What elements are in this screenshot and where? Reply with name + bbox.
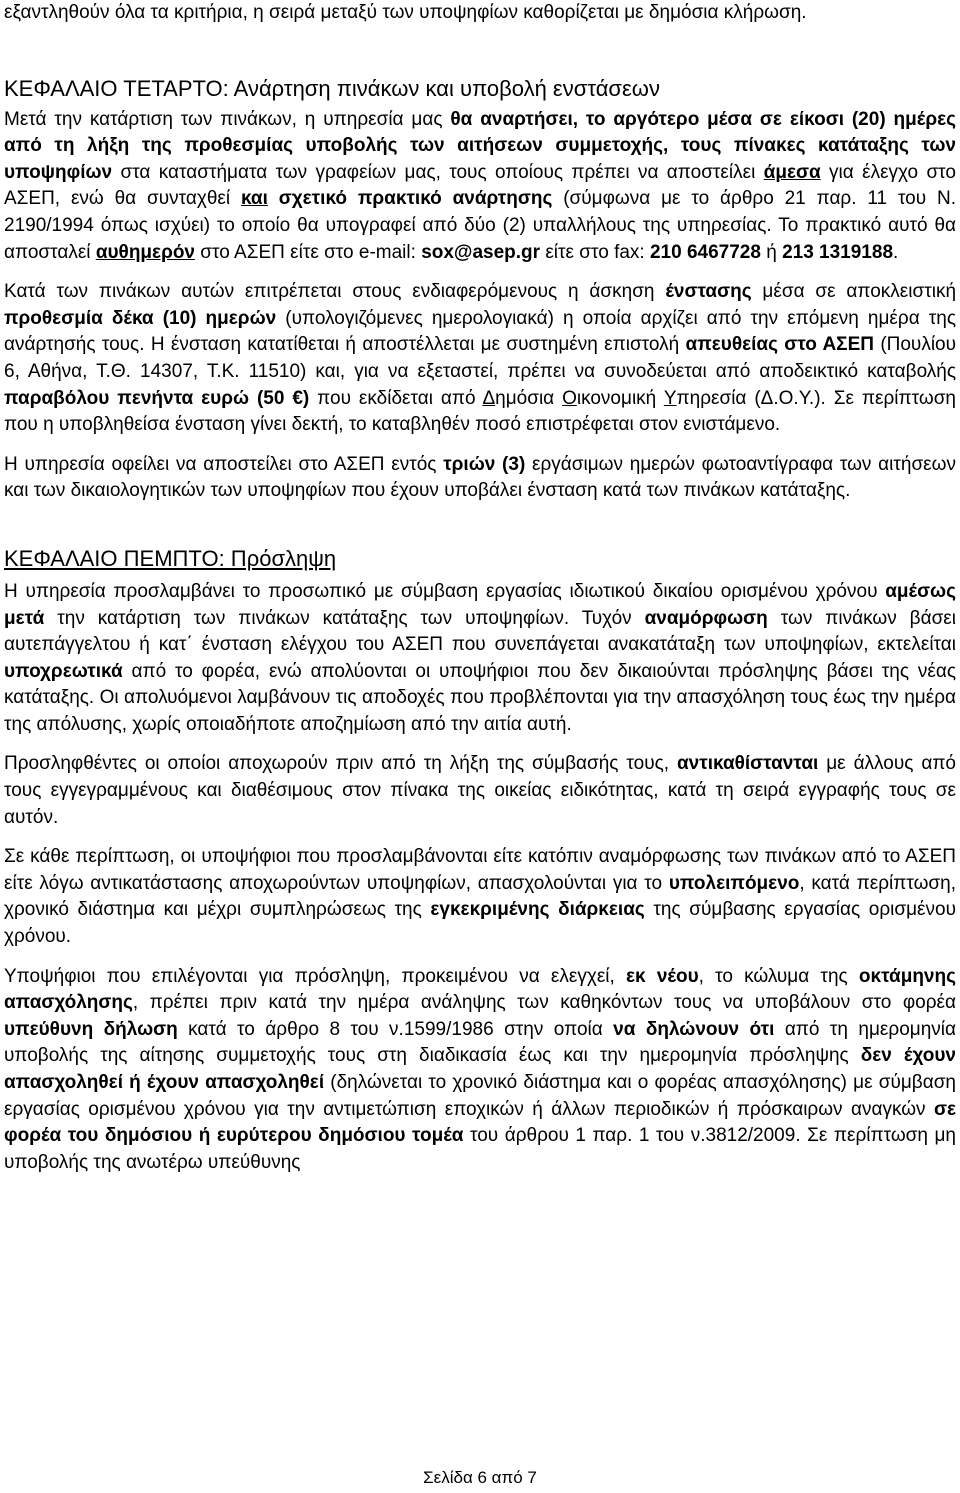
- underlined-text: Δ: [482, 387, 496, 409]
- email-address: sox@asep.gr: [421, 241, 541, 263]
- text: ημόσια: [495, 387, 563, 409]
- text: , πρέπει πριν κατά την ημέρα ανάληψης των καθηκόντων τους να υποβάλουν στο φορέα: [132, 992, 956, 1014]
- bold-text: τριών (3): [443, 453, 526, 475]
- text: .: [893, 241, 899, 263]
- text: κατά το άρθρο 8 του ν.1599/1986 στην οποία: [177, 1018, 614, 1040]
- text: του άρθρου 1 παρ. 1 του ν.3812/2009. Σε περίπτωση μη υποβολής της ανωτέρω υπεύθυνης: [4, 1125, 957, 1173]
- chapter-5-paragraph-2: [4, 751, 956, 831]
- chapter-4-paragraph-2: [4, 279, 956, 439]
- bold-underlined-text: αυθημερόν: [95, 241, 195, 263]
- text: (υπολογιζόμενες ημερολογιακά) η οποία αρχίζει από την επόμενη ημέρα της ανάρτησής τους. Η ένσταση κατατίθεται ή αποστέλλεται με συστημένη επιστολή: [4, 307, 956, 356]
- text: πηρεσία (Δ.Ο.Υ.). Σε περίπτωση που η υποβληθείσα ένσταση γίνει δεκτή, το καταβληθέν ποσό επιστρέφεται στον ενιστάμενο.: [4, 387, 956, 436]
- text: για έλεγχο στο ΑΣΕΠ, ενώ θα συνταχθεί: [4, 161, 956, 210]
- bold-text: δεν έχουν απασχοληθεί ή έχουν απασχοληθεί: [4, 1045, 956, 1093]
- page-footer: Σελίδα 6 από 7: [423, 1468, 537, 1487]
- text: ικονομική: [576, 387, 664, 409]
- bold-text: υποχρεωτικά: [4, 660, 123, 682]
- text: (σύμφωνα με το άρθρο 21 παρ. 11 του Ν. 2190/1994 όπως ισχύει) το οποίο θα υπογραφεί από δύο (2) υπαλλήλους της υπηρεσίας. Το πρακτικό αυτό θα αποσταλεί: [4, 188, 956, 263]
- intro-text: εξαντληθούν όλα τα κριτήρια, η σειρά μεταξύ των υποψηφίων καθορίζεται με δημόσια κλήρωση.: [4, 2, 807, 23]
- fax-number: 213 1319188: [782, 241, 894, 263]
- bold-underlined-text: και: [240, 188, 268, 210]
- bold-text: εγκεκριμένης διάρκειας: [430, 899, 645, 921]
- text: Μετά την κατάρτιση των πινάκων, η υπηρεσία μας: [4, 108, 451, 130]
- bold-text: σχετικό πρακτικό ανάρτησης: [267, 188, 553, 210]
- fax-number: 210 6467728: [649, 241, 761, 263]
- bold-text: υπολειπόμενο: [668, 872, 800, 894]
- text: ή: [760, 241, 783, 263]
- bold-text: να δηλώνουν ότι: [613, 1018, 775, 1040]
- bold-text: απευθείας στο ΑΣΕΠ: [685, 334, 874, 356]
- underlined-text: άμεσα: [763, 161, 821, 183]
- chapter-5-paragraph-3: [4, 844, 956, 950]
- bold-text: αμέσως μετά: [4, 580, 956, 629]
- text: Η υπηρεσία προσλαμβάνει το προσωπικό με σύμβαση εργασίας ιδιωτικού δικαίου ορισμένου χρόνου: [4, 580, 886, 602]
- text: Η υπηρεσία οφείλει να αποστείλει στο ΑΣΕΠ εντός: [4, 453, 444, 475]
- text: , το κώλυμα της: [698, 965, 859, 987]
- intro-paragraph: [4, 0, 956, 27]
- text: Προσληφθέντες οι οποίοι αποχωρούν πριν από τη λήξη της σύμβασής τους,: [4, 753, 677, 775]
- chapter-4-paragraph-3: [4, 452, 956, 505]
- underlined-text: Ο: [562, 387, 577, 409]
- text: στο ΑΣΕΠ είτε στο e-mail:: [195, 241, 422, 263]
- chapter-5-paragraph-1: [4, 579, 956, 739]
- chapter-4-paragraph-1: [4, 107, 956, 267]
- bold-text: παραβόλου πενήντα ευρώ (50 €): [4, 387, 310, 409]
- chapter-5-heading: ΚΕΦΑΛΑΙΟ ΠΕΜΠΤΟ: Πρόσληψη: [4, 545, 337, 571]
- text: είτε στο fax:: [540, 241, 650, 263]
- text: Σε κάθε περίπτωση, οι υποψήφιοι που προσλαμβάνονται είτε κατόπιν αναμόρφωσης των πινάκων από το ΑΣΕΠ είτε λόγω αντικατάστασης αποχωρούντων υποψηφίων, απασχολούνται για το: [4, 846, 956, 894]
- text: (δηλώνεται το χρονικό διάστημα και ο φορέας απασχόλησης) με σύμβαση εργασίας ορισμένου χρόνου για την αντιμετώπιση εποχικών ή άλλων περιοδικών ή πρόσκαιρων αναγκών: [4, 1072, 956, 1120]
- text: , κατά περίπτωση, χρονικό διάστημα και μέχρι συμπληρώσεως της: [4, 872, 957, 921]
- underlined-text: Υ: [663, 387, 677, 409]
- bold-text: προθεσμία δέκα (10) ημερών: [4, 307, 277, 329]
- text: εργάσιμων ημερών φωτοαντίγραφα των αιτήσεων και των δικαιολογητικών των υποψηφίων που έχουν υποβάλει ένσταση κατά των πινάκων κατάταξης.: [4, 453, 956, 502]
- bold-text: θα αναρτήσει, το αργότερο μέσα σε είκοσι (20) ημέρες από τη λήξη της προθεσμίας υποβολής των αιτήσεων συμμετοχής, τους πίνακες κατάταξης των υποψηφίων: [4, 108, 956, 183]
- bold-text: σε φορέα του δημόσιου ή ευρύτερου δημόσιου τομέα: [4, 1098, 956, 1147]
- bold-text: αντικαθίστανται: [676, 753, 819, 775]
- text: από τη ημερομηνία υποβολής της αίτησης συμμετοχής τους στη διαδικασία έως και την ημερομηνία πρόσληψης: [4, 1018, 956, 1067]
- bold-text: οκτάμηνης απασχόλησης: [4, 965, 956, 1014]
- text: με άλλους από τους εγγεγραμμένους και διαθέσιμους στον πίνακα της οικείας ειδικότητας, κατά τη σειρά εγγραφής τους σε αυτόν.: [4, 753, 956, 828]
- bold-text: υπεύθυνη δήλωση: [4, 1018, 178, 1040]
- text: (Πουλίου 6, Αθήνα, Τ.Θ. 14307, Τ.Κ. 11510) και, για να εξεταστεί, πρέπει να συνοδεύεται από αποδεικτικό καταβολής: [4, 334, 957, 382]
- bold-text: αναμόρφωση: [644, 607, 768, 629]
- text: της σύμβασης εργασίας ορισμένου χρόνου.: [4, 899, 956, 948]
- text: Κατά των πινάκων αυτών επιτρέπεται στους ενδιαφερόμενους η άσκηση: [4, 281, 666, 303]
- text: στα καταστήματα των γραφείων μας, τους οποίους πρέπει να αποστείλει: [112, 161, 764, 183]
- text: που εκδίδεται από: [309, 387, 483, 409]
- text: Υποψήφιοι που επιλέγονται για πρόσληψη, προκειμένου να ελεγχεί,: [4, 965, 627, 987]
- bold-text: ένστασης: [665, 281, 752, 303]
- text: από το φορέα, ενώ απολύονται οι υποψήφιοι που δεν δικαιούνται πρόσληψης βάσει της νέας κατάταξης. Οι απολυόμενοι λαμβάνουν τις αποδοχές που προβλέπονται για την απασχόληση τους έως την ημέρα της απόλυσης, χωρίς οποιαδήποτε αποζημίωση από την αιτία αυτή.: [4, 660, 956, 735]
- text: μέσα σε αποκλειστική: [751, 281, 957, 303]
- bold-text: εκ νέου: [626, 965, 699, 987]
- chapter-4-heading: ΚΕΦΑΛΑΙΟ ΤΕΤΑΡΤΟ: Ανάρτηση πινάκων και υποβολή ενστάσεων: [4, 75, 660, 101]
- chapter-5-paragraph-4: [4, 964, 956, 1177]
- text: την κατάρτιση των πινάκων κατάταξης των υποψηφίων. Τυχόν: [44, 607, 645, 629]
- text: των πινάκων βάσει αυτεπάγγελτου ή κατ΄ ένσταση ελέγχου του ΑΣΕΠ που συνεπάγεται ανακατάταξη των υποψηφίων, εκτελείται: [4, 607, 956, 656]
